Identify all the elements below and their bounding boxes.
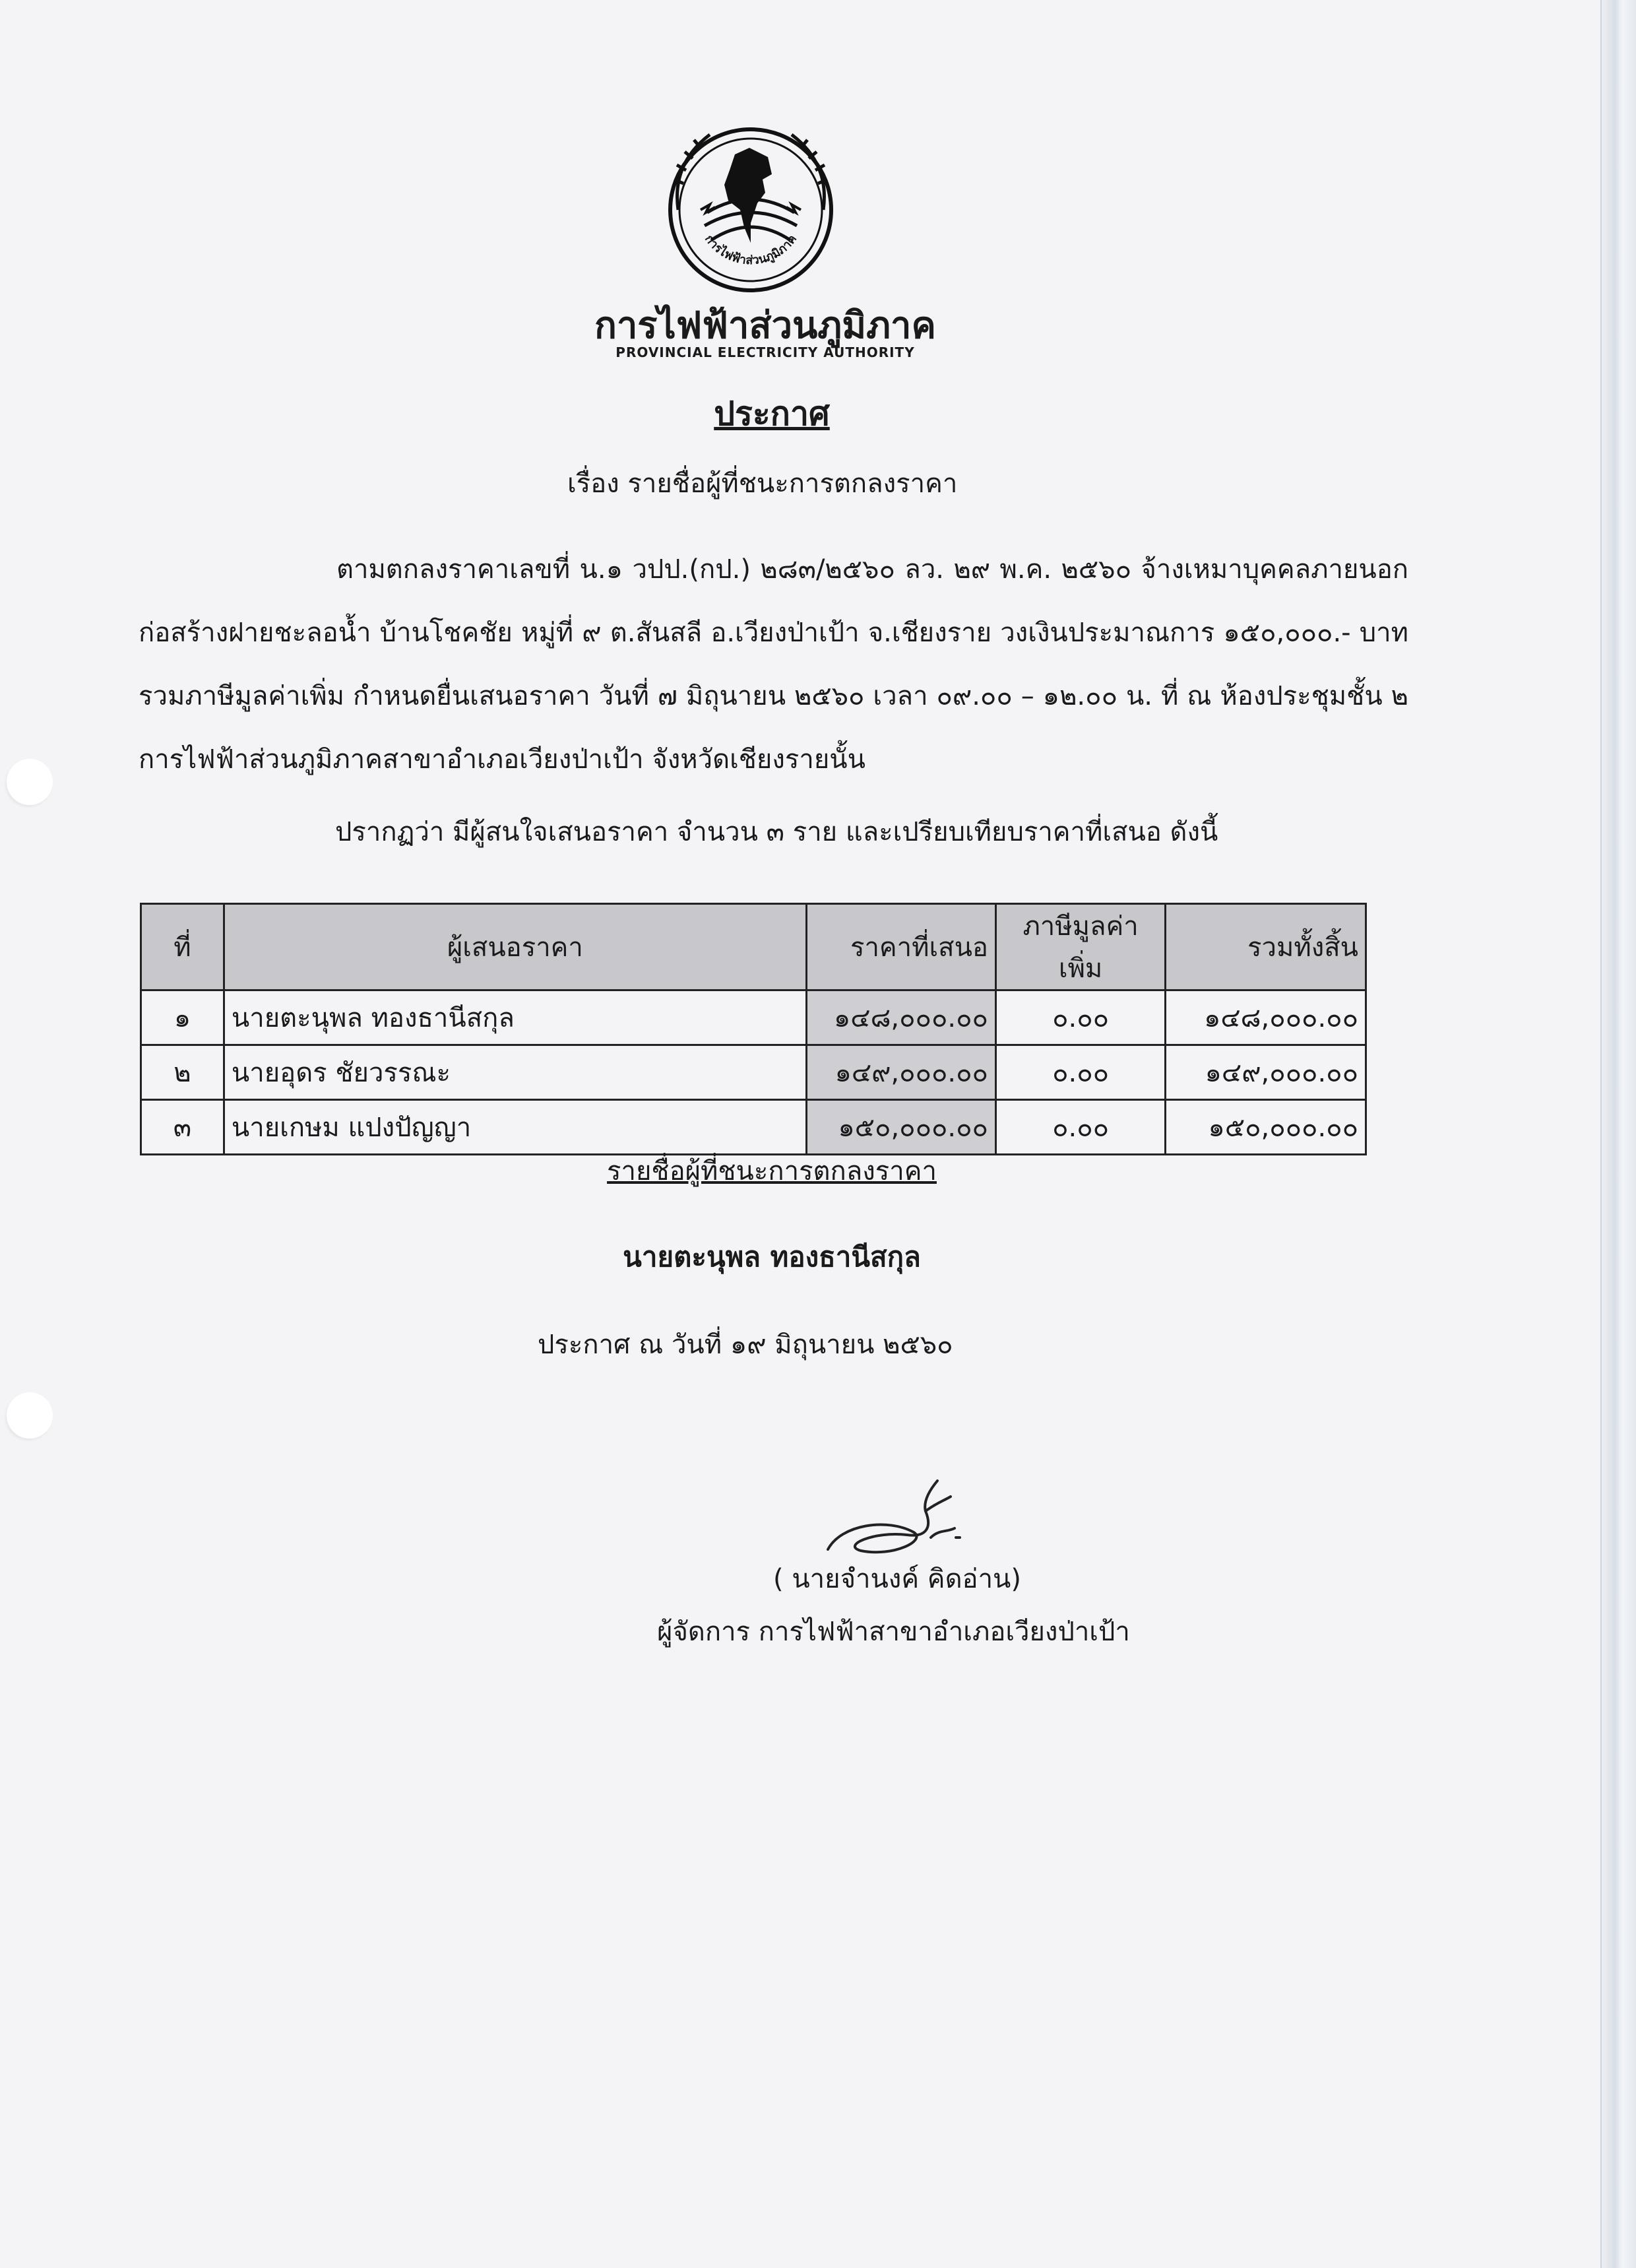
cell-bidder: นายอุดร ชัยวรรณะ xyxy=(224,1045,806,1100)
cell-price: ๑๔๘,๐๐๐.๐๐ xyxy=(806,990,995,1045)
announcement-heading: ประกาศ xyxy=(714,395,830,433)
cell-no: ๓ xyxy=(141,1100,224,1155)
page-edge-binding xyxy=(1600,0,1636,2268)
punch-hole-bottom xyxy=(7,1392,53,1439)
col-header-no: ที่ xyxy=(141,904,224,990)
cell-total: ๑๔๙,๐๐๐.๐๐ xyxy=(1166,1045,1366,1100)
cell-price: ๑๔๙,๐๐๐.๐๐ xyxy=(806,1045,995,1100)
table-row xyxy=(141,1100,1366,1155)
org-name-th: การไฟฟ้าส่วนภูมิภาค xyxy=(594,304,936,347)
winner-label: รายชื่อผู้ที่ชนะการตกลงราคา xyxy=(607,1156,937,1186)
punch-hole-top xyxy=(7,759,53,805)
svg-text:การไฟฟ้าส่วนภูมิภาค xyxy=(702,232,800,267)
pea-seal-icon xyxy=(652,111,850,309)
bid-comparison-table xyxy=(140,903,1367,1155)
signatory-title: ผู้จัดการ การไฟฟ้าสาขาอำเภอเวียงป่าเป้า xyxy=(657,1617,1130,1647)
signatory-name: ( นายจำนงค์ คิดอ่าน) xyxy=(773,1564,1021,1594)
cell-no: ๒ xyxy=(141,1045,224,1100)
announcement-subject: เรื่อง รายชื่อผู้ที่ชนะการตกลงราคา xyxy=(567,469,958,499)
announcement-body: ตามตกลงราคาเลขที่ น.๑ วปป.(กป.) ๒๘๓/๒๕๖๐ ลว. ๒๙ พ.ค. ๒๕๖๐ จ้างเหมาบุคคลภายนอกก่อสร้างฝายชะลอน้ำ บ้านโชคชัย หมู่ที่ ๙ ต.สันสลี อ.เวียงป่าเป้า จ.เชียงราย วงเงินประมาณการ ๑๕๐,๐๐๐.- บาท รวมภาษีมูลค่าเพิ่ม กำหนดยื่นเสนอราคา วันที่ ๗ มิถุนายน ๒๕๖๐ เวลา ๐๙.๐๐ – ๑๒.๐๐ น. ที่ ณ ห้องประชุมชั้น ๒ การไฟฟ้าส่วนภูมิภาคสาขาอำเภอเวียงป่าเป้า จังหวัดเชียงรายนั้น xyxy=(139,554,1408,775)
cell-total: ๑๕๐,๐๐๐.๐๐ xyxy=(1166,1100,1366,1155)
cell-vat: ๐.๐๐ xyxy=(995,990,1165,1045)
cell-total: ๑๔๘,๐๐๐.๐๐ xyxy=(1166,990,1366,1045)
seal-text: การไฟฟ้าส่วนภูมิภาค xyxy=(702,232,800,268)
cell-no: ๑ xyxy=(141,990,224,1045)
cell-price: ๑๕๐,๐๐๐.๐๐ xyxy=(806,1100,995,1155)
col-header-price: ราคาที่เสนอ xyxy=(806,904,995,990)
table-row xyxy=(141,990,1366,1045)
winner-name: นายตะนุพล ทองธานีสกุล xyxy=(623,1241,921,1273)
table-header-row xyxy=(141,904,1366,990)
signature-scribble xyxy=(815,1472,986,1564)
col-header-vat: ภาษีมูลค่าเพิ่ม xyxy=(995,904,1165,990)
cell-vat: ๐.๐๐ xyxy=(995,1045,1165,1100)
cell-bidder: นายเกษม แปงปัญญา xyxy=(224,1100,806,1155)
table-row xyxy=(141,1045,1366,1100)
cell-bidder: นายตะนุพล ทองธานีสกุล xyxy=(224,990,806,1045)
col-header-bidder: ผู้เสนอราคา xyxy=(224,904,806,990)
cell-vat: ๐.๐๐ xyxy=(995,1100,1165,1155)
announcement-date: ประกาศ ณ วันที่ ๑๙ มิถุนายน ๒๕๖๐ xyxy=(538,1330,953,1360)
org-name-en: PROVINCIAL ELECTRICITY AUTHORITY xyxy=(615,344,915,360)
col-header-total: รวมทั้งสิ้น xyxy=(1166,904,1366,990)
bidder-count-line: ปรากฏว่า มีผู้สนใจเสนอราคา จำนวน ๓ ราย และเปรียบเทียบราคาที่เสนอ ดังนี้ xyxy=(335,817,1218,847)
